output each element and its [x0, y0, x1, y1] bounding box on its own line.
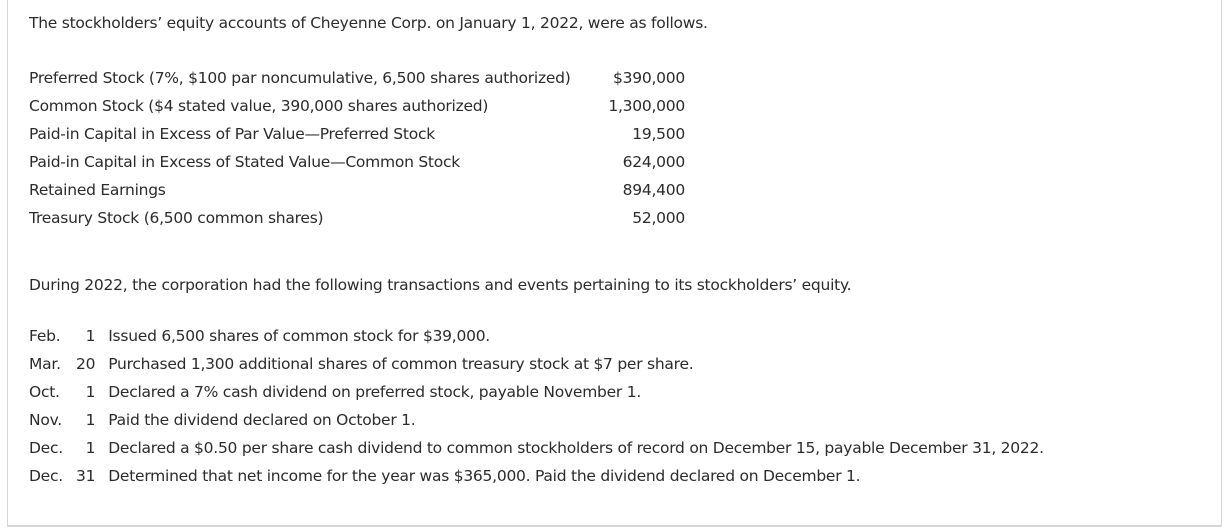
account-label: Paid-in Capital in Excess of Par Value—Preferred Stock: [29, 125, 435, 143]
account-label: Common Stock ($4 stated value, 390,000 shares authorized): [29, 97, 489, 115]
account-label: Paid-in Capital in Excess of Stated Value—Common Stock: [29, 153, 460, 171]
account-label: Treasury Stock (6,500 common shares): [29, 209, 324, 227]
transaction-day: 1: [85, 327, 96, 345]
table-row: [29, 434, 1044, 462]
transaction-day: 1: [85, 439, 96, 457]
account-amount: 19,500: [632, 125, 685, 143]
table-row: [29, 176, 685, 204]
transaction-description: Declared a 7% cash dividend on preferred stock, payable November 1.: [108, 383, 642, 401]
table-row: [29, 204, 685, 232]
transaction-month: Oct.: [29, 383, 60, 401]
transaction-day: 1: [85, 411, 96, 429]
transaction-month: Feb.: [29, 327, 61, 345]
transaction-month: Mar.: [29, 355, 61, 373]
transactions-intro-text: During 2022, the corporation had the following transactions and events pertaining to its stockholders’ equity.: [29, 276, 852, 294]
table-row: [29, 406, 1044, 434]
table-row: [29, 350, 1044, 378]
problem-panel: [7, 0, 1222, 527]
table-row: [29, 322, 1044, 350]
transaction-day: 20: [76, 355, 96, 373]
table-row: [29, 92, 685, 120]
intro-text: The stockholders’ equity accounts of Cheyenne Corp. on January 1, 2022, were as follows.: [29, 14, 708, 32]
transaction-description: Issued 6,500 shares of common stock for $39,000.: [108, 327, 490, 345]
table-row: [29, 64, 685, 92]
transaction-day: 1: [85, 383, 96, 401]
table-row: [29, 462, 1044, 490]
table-row: [29, 378, 1044, 406]
transaction-month: Nov.: [29, 411, 62, 429]
equity-accounts-table: [29, 64, 685, 232]
transactions-table: [29, 322, 1044, 490]
transaction-description: Determined that net income for the year was $365,000. Paid the dividend declared on December 1.: [108, 467, 861, 485]
table-row: [29, 120, 685, 148]
account-label: Retained Earnings: [29, 181, 166, 199]
transaction-month: Dec.: [29, 467, 63, 485]
table-row: [29, 148, 685, 176]
transaction-day: 31: [76, 467, 96, 485]
transaction-description: Purchased 1,300 additional shares of common treasury stock at $7 per share.: [108, 355, 694, 373]
transaction-description: Declared a $0.50 per share cash dividend to common stockholders of record on December 15, payable December 31, 2022.: [108, 439, 1044, 457]
account-amount: 894,400: [622, 181, 685, 199]
transaction-month: Dec.: [29, 439, 63, 457]
account-amount: $390,000: [613, 69, 685, 87]
transaction-description: Paid the dividend declared on October 1.: [108, 411, 416, 429]
account-label: Preferred Stock (7%, $100 par noncumulative, 6,500 shares authorized): [29, 69, 571, 87]
account-amount: 52,000: [632, 209, 685, 227]
account-amount: 1,300,000: [608, 97, 685, 115]
account-amount: 624,000: [622, 153, 685, 171]
